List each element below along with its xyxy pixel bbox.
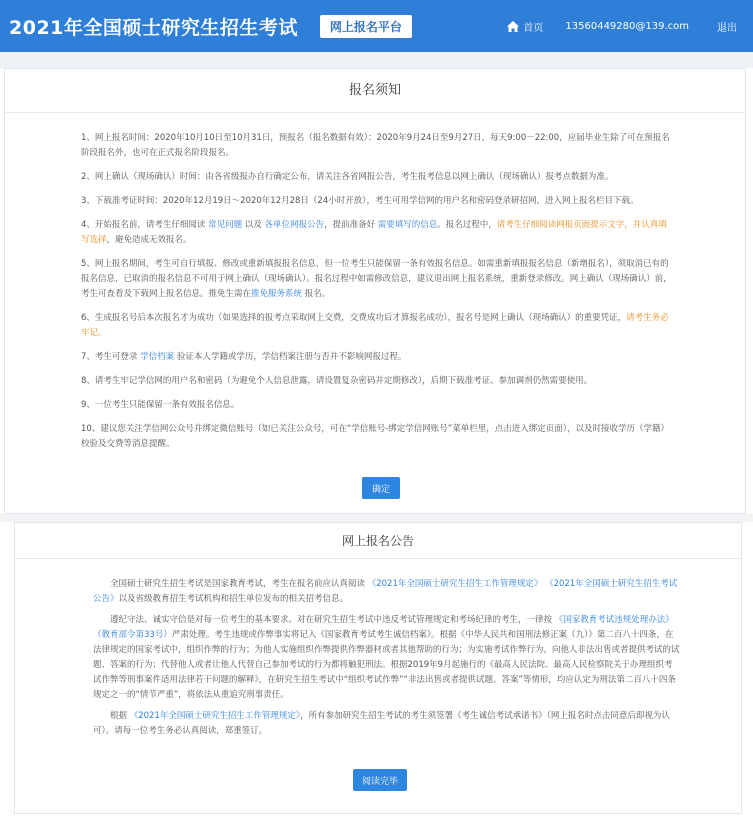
exemption-system-link[interactable]: 推免服务系统 — [251, 289, 303, 299]
top-header — [0, 0, 753, 52]
announcement-paragraph-2 — [93, 613, 681, 703]
management-rules-link-2[interactable]: 《2021年全国硕士研究生招生工作管理规定》 — [129, 711, 301, 721]
notice-item-3: 3、下载准考证时间：2020年12月19日～2020年12月28日（24小时开放），考生可用学信网的用户名和密码登录研招网，进入网上报名栏目下载。 — [81, 196, 639, 206]
platform-badge: 网上报名平台 — [320, 15, 412, 38]
registration-notice-panel — [4, 68, 746, 514]
notice-item-5-text: 报名。 — [302, 289, 331, 299]
home-link[interactable] — [507, 19, 543, 34]
announcement-paragraph-1 — [93, 577, 681, 607]
header-spacer — [0, 52, 753, 68]
notice-title: 报名须知 — [5, 69, 745, 113]
user-email[interactable]: 13560449280@139.com — [565, 20, 689, 32]
notice-item-7 — [81, 350, 675, 365]
notice-item-8: 8、请考生牢记学信网的用户名和密码（为避免个人信息泄露，请设置复杂密码并定期修改），后期下载准考证、参加调剂仍然需要使用。 — [81, 376, 593, 386]
notice-item-4-text: 以及 — [242, 220, 265, 230]
notice-item-9: 9、一位考生只能保留一条有效报名信息。 — [81, 400, 240, 410]
notice-item-6-warning: 请考生务必牢记。 — [81, 313, 669, 338]
header-nav — [507, 19, 753, 34]
announcement-title: 网上报名公告 — [15, 523, 741, 559]
chsi-archive-link[interactable]: 学信档案 — [140, 352, 175, 362]
notice-item-4-warning: 请考生仔细阅读网报页面提示文字，并认真填写选择 — [81, 220, 667, 245]
announcement-text: ，所有参加研究生招生考试的考生须签署《考生诚信考试承诺书》（网上报名时点击同意后即视为认可）。请每一位考生务必认真阅读，郑重签订。 — [93, 711, 670, 736]
announcement-text: 以及省级教育招生考试机构和招生单位发布的相关招考信息。 — [118, 594, 349, 604]
exam-title: 2021年全国硕士研究生招生考试 — [9, 16, 298, 39]
notice-item-6 — [81, 311, 675, 341]
announcement-text: 全国硕士研究生招生考试是国家教育考试，考生在报名前应认真阅读 — [110, 579, 368, 589]
faq-link[interactable]: 常见问题 — [208, 220, 243, 230]
home-label: 首页 — [523, 22, 544, 34]
exam-announcement-link[interactable]: 《2021年全国硕士研究生招生考试公告》 — [93, 579, 678, 604]
notice-item-7-text: 验证本人学籍或学历，学信档案注册与否并不影响网报过程。 — [174, 352, 407, 362]
notice-item-4-text: 4、开始报名前，请考生仔细阅读 — [81, 220, 209, 230]
home-icon — [507, 21, 519, 32]
announcement-body — [15, 559, 741, 739]
announcement-text: 遵纪守法、诚实守信是对每一位考生的基本要求。对在研究生招生考试中违反考试管理规定和考场纪律的考生，一律按 — [110, 615, 555, 625]
logout-link[interactable]: 退出 — [717, 22, 737, 34]
finish-reading-button[interactable]: 阅读完毕 — [353, 769, 407, 791]
violation-handling-link[interactable]: 《国家教育考试违规处理办法》（教育部令第33号） — [93, 615, 674, 640]
section-spacer — [0, 514, 753, 522]
announcement-text: 严肃处理。考生违规或作弊事实将记入《国家教育考试考生诚信档案》。根据《中华人民共和国刑法修正案（九）》第二百八十四条，在法律规定的国家考试中，组织作弊的行为；为他人实施组织作弊提供作弊器材或者其他帮助的行为；为实施考试作弊行为，向他人非法出售或者提供考试的试题、答案的行为；代替他人或者让他人代替自己参加考试的行为都将触犯刑法。根据2019年9月起施行的《最高人民法院、最高人民检察院关于办理组织考试作弊等刑事案件适用法律若干问题的解释》，在研究生招生考试中“组织考试作弊”“非法出售或者提供试题、答案”等情形，均应认定为刑法第二百八十四条规定之一的“情节严重”，将依法从重追究刑事责任。 — [93, 630, 680, 700]
notice-item-5 — [81, 257, 675, 302]
management-rules-link[interactable]: 《2021年全国硕士研究生招生工作管理规定》 — [367, 579, 543, 589]
notice-item-4-text: ，避免造成无效报名。 — [106, 235, 192, 245]
notice-item-5-text: 5、网上报名期间，考生可自行填报、修改或重新填报报名信息，但一位考生只能保留一条有效报名信息。如需重新填报报名信息（新增报名），须取消已有的报名信息，已取消的报名信息不可用于网上确认（现场确认）。报名过程中如需修改信息，建议退出网上报名系统，重新登录修改。网上确认（现场确认）前，考生可查看及下载网上报名信息。推免生需在 — [81, 259, 672, 299]
notice-item-4 — [81, 218, 675, 248]
notice-item-1: 1、网上报名时间：2020年10月10日至10月31日，预报名（报名数据有效）：2020年9月24日至9月27日，每天9:00－22:00，应届毕业生除了可在预报名阶段报名外，也可在正式报名阶段报名。 — [81, 133, 670, 158]
notice-item-4-text: ，提前准备好 — [324, 220, 378, 230]
announcement-paragraph-3 — [93, 709, 681, 739]
unit-announcement-link[interactable]: 各单位网报公告 — [264, 220, 325, 230]
notice-item-10: 10、建议您关注学信网公众号并绑定微信账号（如已关注公众号，可在“学信账号-绑定学信网账号”菜单栏里，点击进入绑定页面），以及时接收学历（学籍）校验及交费等消息提醒。 — [81, 424, 669, 449]
notice-item-4-text: 。报名过程中， — [437, 220, 497, 230]
confirm-button[interactable]: 确定 — [362, 477, 400, 499]
online-registration-announcement-panel — [14, 522, 742, 814]
notice-list — [5, 113, 745, 452]
notice-item-6-text: 6、生成报名号后本次报名才为成功（如果选择的报考点采取网上交费，交费成功后才算报名成功），报名号是网上确认（现场确认）的重要凭证， — [81, 313, 627, 323]
notice-item-2: 2、网上确认（现场确认）时间：由各省级报办自行确定公布，请关注各省网报公告，考生报考信息以网上确认（现场确认）报考点数据为准。 — [81, 172, 614, 182]
required-info-link[interactable]: 需要填写的信息 — [377, 220, 438, 230]
announcement-text: 根据 — [110, 711, 130, 721]
notice-item-7-text: 7、考生可登录 — [81, 352, 141, 362]
